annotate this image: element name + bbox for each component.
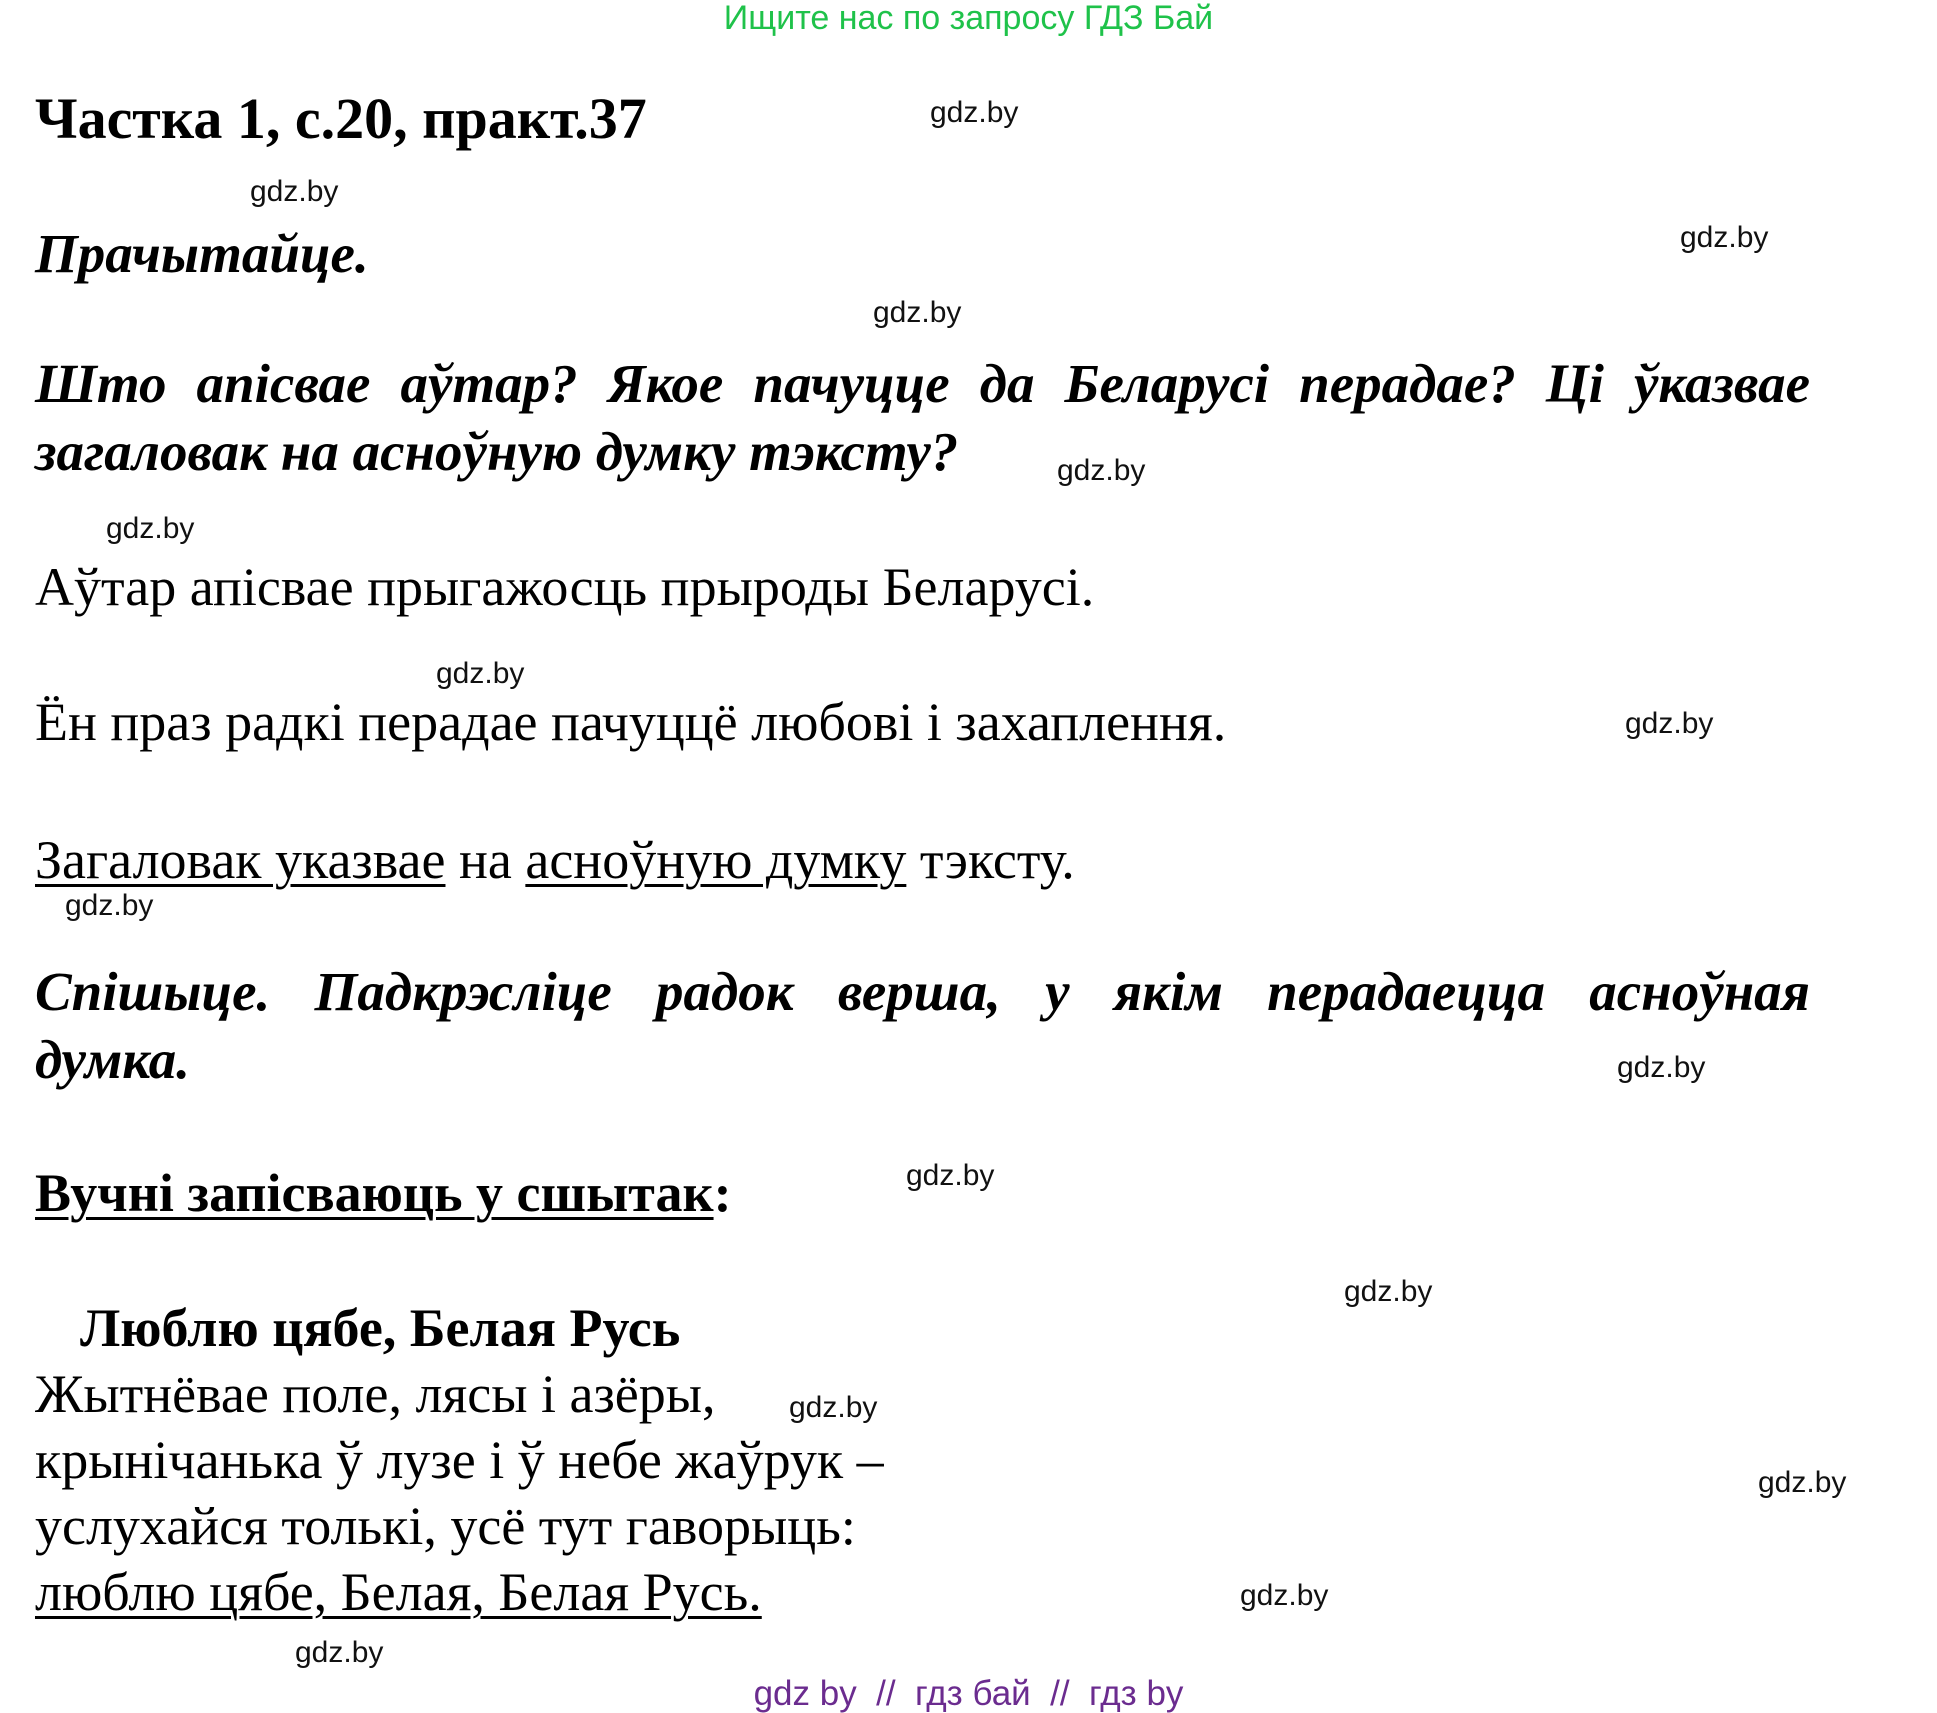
poem-line-4 [35,1560,762,1624]
underlined-phrase-main-idea: асноўную думку [525,830,907,890]
watermark: gdz.by [1240,1579,1329,1612]
watermark: gdz.by [873,296,962,329]
notebook-colon: : [713,1163,732,1223]
question-line-1: Што апісвае аўтар? Якое пачуцце да Беларусі перадае? Ці ўказвае [35,353,1810,414]
answer-3 [35,828,1075,892]
watermark: gdz.by [930,96,1019,129]
watermark: gdz.by [1758,1466,1847,1499]
poem-line-2: крынічанька ў лузе і ў небе жаўрук – [35,1430,884,1490]
notebook-label: Вучні запісваюць у сшытак [35,1163,714,1223]
underlined-main-idea-line: люблю цябе, Белая, Белая Русь. [35,1562,762,1622]
page-title: Частка 1, с.20, практ.37 [35,86,647,151]
watermark: gdz.by [295,1636,384,1669]
task-copy-line-2: думка. [35,1029,191,1090]
answer-2: Ён праз радкі перадае пачуццё любові і захаплення. [35,692,1227,752]
underlined-phrase-title-indicates: Загаловак указвае [35,830,446,890]
watermark: gdz.by [1625,707,1714,740]
answer-3-ending: тэксту. [906,830,1075,890]
task-copy-line-1: Спішыце. Падкрэсліце радок верша, у якім перадаецца асноўная [35,961,1810,1022]
watermark: gdz.by [65,889,154,922]
watermark: gdz.by [1344,1275,1433,1308]
watermark: gdz.by [789,1391,878,1424]
poem-title: Люблю цябе, Белая Русь [80,1298,681,1358]
task-read-instruction: Прачытайце. [35,223,369,284]
watermark: gdz.by [1057,454,1146,487]
watermark: gdz.by [1680,221,1769,254]
answer-1: Аўтар апісвае прыгажосць прыроды Беларусі. [35,557,1095,617]
question-line-2: загаловак на асноўную думку тэксту? [35,421,959,482]
watermark: gdz.by [106,512,195,545]
watermark: gdz.by [250,175,339,208]
poem-line-1: Жытнёвае поле, лясы і азёры, [35,1364,716,1424]
answer-3-connector: на [445,830,526,890]
watermark: gdz.by [1617,1051,1706,1084]
notebook-instruction [35,1160,732,1226]
poem-line-3: услухайся толькі, усё тут гаворыць: [35,1496,856,1556]
search-hint-banner: Ищите нас по запросу ГДЗ Бай [723,0,1214,37]
watermark: gdz.by [436,657,525,690]
watermark: gdz.by [906,1159,995,1192]
footer-site-links: gdz by // гдз бай // гдз by [753,1674,1184,1713]
